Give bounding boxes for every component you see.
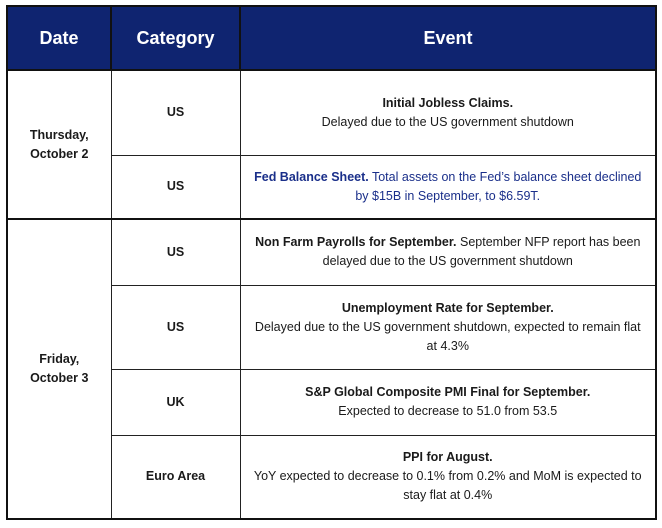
- event-cell: [240, 70, 656, 155]
- event-description: Delayed due to the US government shutdown, expected to remain flat at 4.3%: [254, 319, 641, 353]
- category-cell: US: [111, 219, 240, 285]
- event-title: S&P Global Composite PMI Final for September.: [305, 385, 591, 399]
- header-event: Event: [240, 6, 656, 70]
- header-date: Date: [7, 6, 111, 70]
- date-day: October 3: [30, 371, 89, 385]
- event-description: Total assets on the Fed’s balance sheet declined by $15B in September, to $6.59T.: [355, 169, 642, 203]
- event-description: Delayed due to the US government shutdown: [321, 114, 574, 129]
- event-title: Initial Jobless Claims.: [382, 95, 514, 110]
- category-cell: Euro Area: [111, 435, 240, 519]
- category-cell: US: [111, 155, 240, 219]
- event-description: Expected to decrease to 51.0 from 53.5: [338, 404, 558, 418]
- event-title: Unemployment Rate for September.: [341, 300, 554, 315]
- event-description: YoY expected to decrease to 0.1% from 0.2% and MoM is expected to stay flat at 0.4%: [253, 469, 642, 503]
- event-cell: [240, 285, 656, 369]
- category-cell: US: [111, 70, 240, 155]
- event-title: PPI for August.: [402, 450, 493, 465]
- event-cell: [240, 369, 656, 435]
- table-row: [7, 219, 656, 285]
- category-cell: US: [111, 285, 240, 369]
- event-cell: [240, 435, 656, 519]
- event-cell-highlighted: [240, 155, 656, 219]
- date-cell: [7, 219, 111, 519]
- category-cell: UK: [111, 369, 240, 435]
- event-title: Non Farm Payrolls for September.: [255, 235, 457, 250]
- events-table: [6, 5, 657, 520]
- header-category: Category: [111, 6, 240, 70]
- date-day: October 2: [30, 146, 89, 161]
- date-weekday: Thursday,: [29, 127, 89, 142]
- event-cell: [240, 219, 656, 285]
- economic-calendar: [6, 5, 655, 520]
- date-weekday: Friday,: [39, 352, 80, 366]
- event-description: September NFP report has been delayed due to the US government shutdown: [322, 235, 641, 269]
- table-header-row: [7, 6, 656, 70]
- date-cell: [7, 70, 111, 219]
- table-row: [7, 70, 656, 155]
- event-title: Fed Balance Sheet.: [254, 169, 369, 184]
